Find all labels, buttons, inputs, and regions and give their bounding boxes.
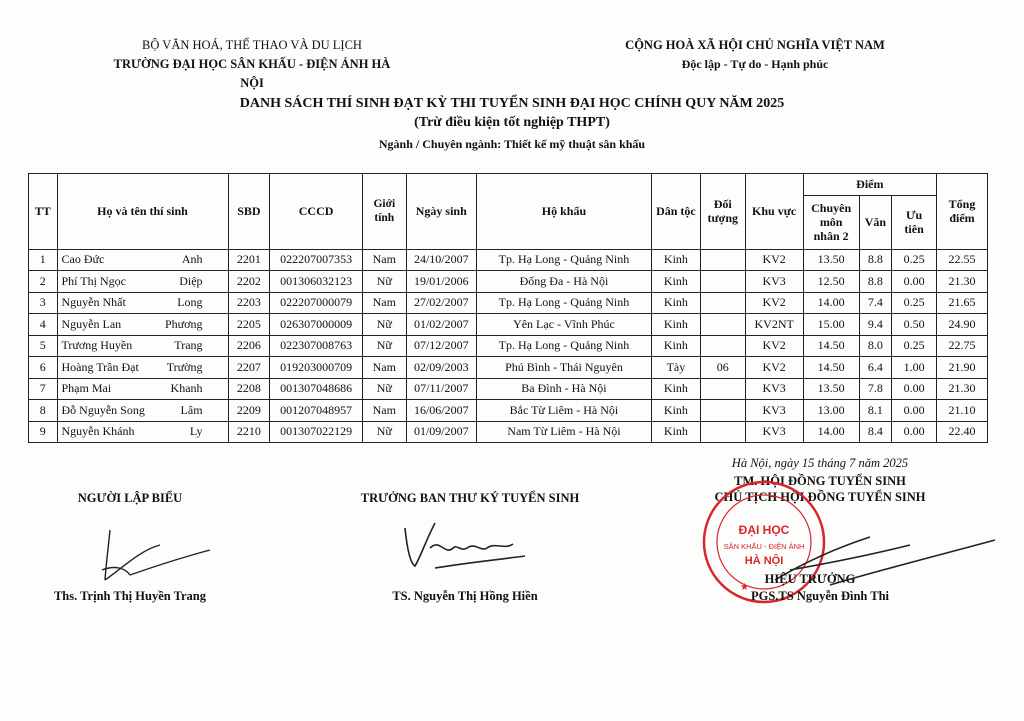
cell-cccd: 001307048686 [270,378,363,400]
table-row [29,421,988,443]
last-name: Nguyễn Nhất [61,295,126,310]
title-line1: DANH SÁCH THÍ SINH ĐẠT KỲ THI TUYỂN SINH ĐẠI HỌC CHÍNH QUY NĂM 2025 [239,96,785,111]
cell-major2: 14.00 [803,292,859,314]
cell-lit: 8.4 [859,421,892,443]
cell-object [700,378,745,400]
first-name: Long [177,295,203,310]
last-name: Đỗ Nguyễn Song [61,402,145,417]
cell-address: Tp. Hạ Long - Quảng Ninh [476,249,651,271]
cell-ethnic: Kinh [652,378,701,400]
cell-ethnic: Kinh [652,292,701,314]
cell-dob: 01/02/2007 [406,314,476,336]
last-name: Nguyễn Lan [61,316,122,331]
cell-name [57,271,228,293]
cell-sbd: 2207 [228,357,270,379]
header-gender: Giới tính [362,174,406,250]
national-header [600,36,910,74]
cell-ethnic: Tày [652,357,701,379]
ministry-header [112,36,392,93]
cell-region: KV3 [745,378,803,400]
cell-object [700,292,745,314]
cell-major2: 15.00 [803,314,859,336]
cell-name [57,378,228,400]
cell-major2: 13.50 [803,249,859,271]
cell-address: Phú Bình - Thái Nguyên [476,357,651,379]
cell-name [57,357,228,379]
secretary-title: TRƯỞNG BAN THƯ KÝ TUYỂN SINH [360,491,580,505]
cell-gender: Nữ [362,271,406,293]
cell-dob: 07/12/2007 [406,335,476,357]
first-name: Trường [166,359,203,374]
cell-major2: 14.50 [803,335,859,357]
cell-cccd: 022307008763 [270,335,363,357]
cell-name [57,400,228,422]
table-row [29,314,988,336]
cell-dob: 07/11/2007 [406,378,476,400]
cell-lit: 8.1 [859,400,892,422]
last-name: Trương Huyền [61,338,133,353]
cell-region: KV2 [745,249,803,271]
cell-address: Bắc Từ Liêm - Hà Nội [476,400,651,422]
cell-cccd: 001307022129 [270,421,363,443]
cell-sbd: 2205 [228,314,270,336]
cell-region: KV2 [745,292,803,314]
cell-sbd: 2202 [228,271,270,293]
cell-major2: 14.00 [803,421,859,443]
last-name: Phạm Mai [61,381,112,396]
cell-prio: 0.00 [892,271,937,293]
signing-date: Hà Nội, ngày 15 tháng 7 năm 2025 [731,456,909,470]
cell-tt: 9 [29,421,58,443]
cell-total: 21.30 [936,378,987,400]
header-literature: Văn [859,195,892,249]
cell-object [700,249,745,271]
cell-prio: 1.00 [892,357,937,379]
cell-gender: Nữ [362,421,406,443]
cell-prio: 0.50 [892,314,937,336]
cell-object [700,271,745,293]
table-row [29,378,988,400]
first-name: Ly [189,424,203,439]
cell-object [700,400,745,422]
cell-address: Nam Từ Liêm - Hà Nội [476,421,651,443]
cell-tt: 6 [29,357,58,379]
cell-total: 21.90 [936,357,987,379]
cell-ethnic: Kinh [652,271,701,293]
cell-tt: 3 [29,292,58,314]
cell-ethnic: Kinh [652,421,701,443]
cell-sbd: 2201 [228,249,270,271]
council-line1: TM. HỘI ĐỒNG TUYỂN SINH [734,474,906,488]
cell-sbd: 2208 [228,378,270,400]
cell-ethnic: Kinh [652,314,701,336]
header-tt: TT [29,174,58,250]
cell-total: 24.90 [936,314,987,336]
cell-prio: 0.25 [892,249,937,271]
cell-address: Tp. Hạ Long - Quảng Ninh [476,335,651,357]
header-ethnic: Dân tộc [652,174,701,250]
cell-lit: 8.8 [859,271,892,293]
stamp-text-2: SÂN KHẤU - ĐIỆN ẢNH [723,542,805,551]
cell-total: 22.40 [936,421,987,443]
table-row [29,400,988,422]
cell-region: KV2 [745,335,803,357]
rector-name: PGS.TS Nguyễn Đình Thi [750,589,890,603]
cell-gender: Nữ [362,314,406,336]
cell-cccd: 026307000009 [270,314,363,336]
header-priority: Ưu tiên [892,195,937,249]
cell-ethnic: Kinh [652,400,701,422]
cell-tt: 1 [29,249,58,271]
cell-lit: 6.4 [859,357,892,379]
first-name: Trang [174,338,203,353]
cell-total: 22.55 [936,249,987,271]
stamp-text-1: ĐẠI HỌC [738,523,790,537]
university-name: TRƯỜNG ĐẠI HỌC SÂN KHẤU - ĐIỆN ẢNH HÀ NỘI [113,57,391,90]
cell-tt: 5 [29,335,58,357]
cell-sbd: 2203 [228,292,270,314]
cell-gender: Nam [362,400,406,422]
header-score-group: Điểm [803,174,936,196]
header-object: Đối tượng [700,174,745,250]
header-cccd: CCCD [270,174,363,250]
table-row [29,357,988,379]
last-name: Nguyễn Khánh [61,424,135,439]
cell-major2: 12.50 [803,271,859,293]
table-row [29,292,988,314]
cell-region: KV3 [745,421,803,443]
cell-name [57,249,228,271]
cell-region: KV2 [745,357,803,379]
council-line2: CHỦ TỊCH HỘI ĐỒNG TUYỂN SINH [714,490,926,504]
secretary-signature [395,508,535,578]
table-row [29,271,988,293]
country-name: CỘNG HOÀ XÃ HỘI CHỦ NGHĨA VIỆT NAM [625,38,885,52]
secretary-name: TS. Nguyễn Thị Hồng Hiền [392,589,538,603]
cell-lit: 8.8 [859,249,892,271]
cell-lit: 7.8 [859,378,892,400]
cell-cccd: 019203000709 [270,357,363,379]
cell-gender: Nữ [362,378,406,400]
cell-lit: 9.4 [859,314,892,336]
last-name: Phí Thị Ngọc [61,273,126,288]
preparer-signature [80,520,220,590]
document-title [0,94,1024,132]
cell-region: KV3 [745,271,803,293]
cell-dob: 16/06/2007 [406,400,476,422]
cell-sbd: 2209 [228,400,270,422]
cell-major2: 14.50 [803,357,859,379]
cell-dob: 24/10/2007 [406,249,476,271]
header-dob: Ngày sinh [406,174,476,250]
cell-gender: Nam [362,249,406,271]
cell-object: 06 [700,357,745,379]
stamp-text-3: HÀ NỘI [744,555,784,567]
cell-total: 21.10 [936,400,987,422]
cell-region: KV2NT [745,314,803,336]
cell-prio: 0.00 [892,400,937,422]
cell-address: Yên Lạc - Vĩnh Phúc [476,314,651,336]
header-sbd: SBD [228,174,270,250]
cell-dob: 01/09/2007 [406,421,476,443]
cell-ethnic: Kinh [652,249,701,271]
cell-gender: Nam [362,292,406,314]
cell-name [57,335,228,357]
cell-lit: 8.0 [859,335,892,357]
cell-sbd: 2206 [228,335,270,357]
header-name: Họ và tên thí sinh [57,174,228,250]
cell-gender: Nam [362,357,406,379]
cell-major2: 13.50 [803,378,859,400]
cell-name [57,314,228,336]
major-line: Ngành / Chuyên ngành: Thiết kế mỹ thuật sân khấu [378,137,646,151]
cell-major2: 13.00 [803,400,859,422]
cell-name [57,421,228,443]
first-name: Khanh [170,381,203,396]
table-row [29,335,988,357]
cell-object [700,314,745,336]
cell-tt: 8 [29,400,58,422]
header-major2: Chuyên môn nhân 2 [803,195,859,249]
cell-tt: 2 [29,271,58,293]
cell-prio: 0.25 [892,292,937,314]
cell-total: 22.75 [936,335,987,357]
cell-cccd: 001207048957 [270,400,363,422]
last-name: Cao Đức [61,252,105,267]
cell-prio: 0.00 [892,421,937,443]
cell-total: 21.30 [936,271,987,293]
cell-dob: 27/02/2007 [406,292,476,314]
rector-title: HIỆU TRƯỞNG [764,572,856,586]
cell-tt: 4 [29,314,58,336]
cell-gender: Nữ [362,335,406,357]
cell-dob: 02/09/2003 [406,357,476,379]
cell-address: Đống Đa - Hà Nội [476,271,651,293]
preparer-title: NGƯỜI LẬP BIỂU [77,491,183,505]
cell-cccd: 022207000079 [270,292,363,314]
cell-ethnic: Kinh [652,335,701,357]
cell-prio: 0.00 [892,378,937,400]
table-body [29,249,988,443]
cell-total: 21.65 [936,292,987,314]
cell-address: Tp. Hạ Long - Quảng Ninh [476,292,651,314]
preparer-name: Ths. Trịnh Thị Huyền Trang [53,589,207,603]
cell-tt: 7 [29,378,58,400]
national-motto: Độc lập - Tự do - Hạnh phúc [681,57,829,71]
first-name: Lâm [180,402,203,417]
cell-lit: 7.4 [859,292,892,314]
header-address: Hộ khẩu [476,174,651,250]
header-region: Khu vực [745,174,803,250]
cell-prio: 0.25 [892,335,937,357]
star-icon: ★ [740,582,749,593]
cell-cccd: 001306032123 [270,271,363,293]
cell-name [57,292,228,314]
cell-address: Ba Đình - Hà Nội [476,378,651,400]
cell-sbd: 2210 [228,421,270,443]
cell-cccd: 022207007353 [270,249,363,271]
first-name: Diệp [179,273,203,288]
title-line2: (Trừ điều kiện tốt nghiệp THPT) [414,115,610,130]
candidate-table [28,173,988,443]
table-row [29,249,988,271]
cell-region: KV3 [745,400,803,422]
header-total: Tổng điểm [936,174,987,250]
cell-dob: 19/01/2006 [406,271,476,293]
cell-object [700,335,745,357]
cell-object [700,421,745,443]
first-name: Phương [165,316,203,331]
last-name: Hoàng Trần Đạt [61,359,139,374]
first-name: Anh [181,252,203,267]
ministry-name: BỘ VĂN HOÁ, THỂ THAO VÀ DU LỊCH [142,38,362,52]
